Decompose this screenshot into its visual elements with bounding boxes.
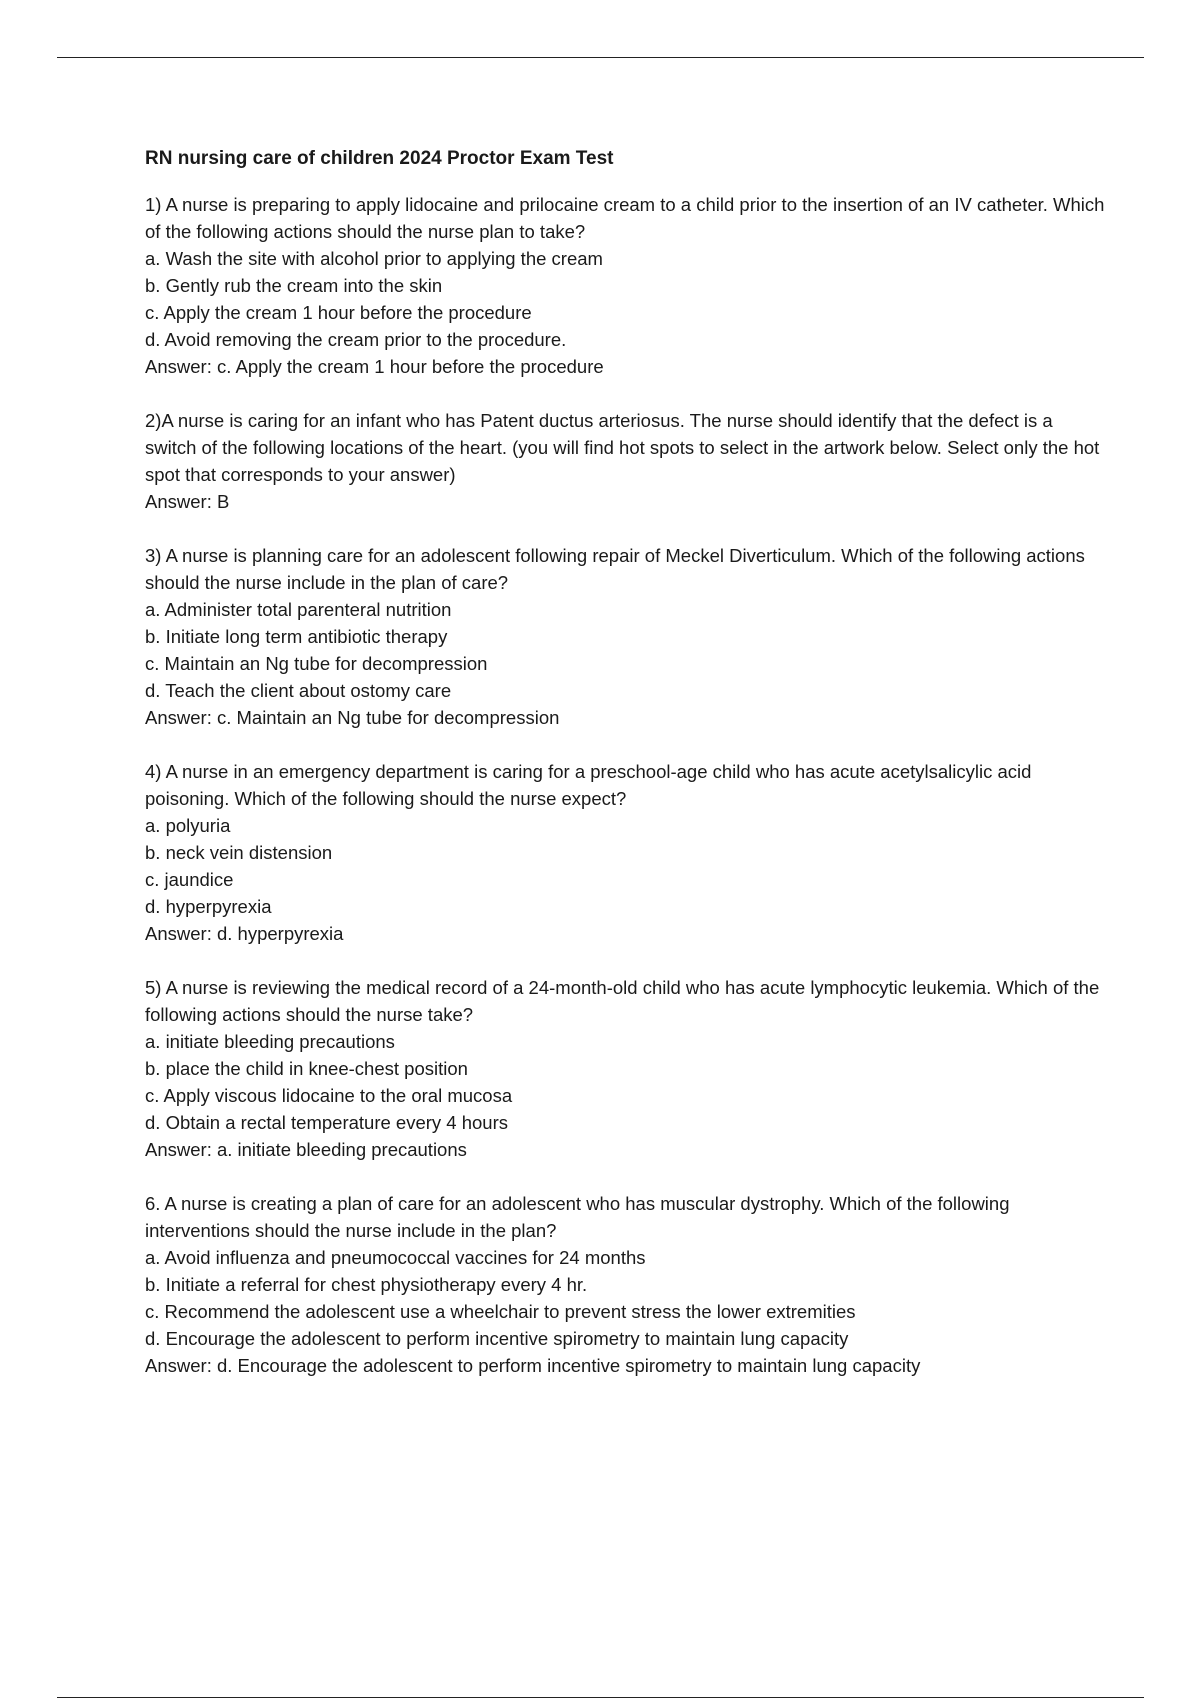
question-6 [145,1190,1105,1379]
answer-option: a. Wash the site with alcohol prior to applying the cream [145,248,603,269]
answer-option: a. Avoid influenza and pneumococcal vaccines for 24 months [145,1247,646,1268]
answer-option: d. Avoid removing the cream prior to the procedure. [145,329,567,350]
question-4 [145,758,1105,947]
answer-option: b. neck vein distension [145,842,333,863]
answer-option: c. Maintain an Ng tube for decompression [145,653,488,674]
answer-option: b. Gently rub the cream into the skin [145,275,443,296]
question-text: 5) A nurse is reviewing the medical record of a 24-month-old child who has acute lymphocytic leukemia. Which of the following actions should the nurse take? [145,977,1100,1025]
answer-option: d. Encourage the adolescent to perform incentive spirometry to maintain lung capacity [145,1328,849,1349]
answer-option: a. Administer total parenteral nutrition [145,599,452,620]
answer-key: Answer: d. Encourage the adolescent to perform incentive spirometry to maintain lung capacity [145,1355,921,1376]
question-5 [145,974,1105,1163]
answer-key: Answer: c. Maintain an Ng tube for decompression [145,707,560,728]
answer-option: d. hyperpyrexia [145,896,272,917]
footer-rule [57,1697,1144,1698]
answer-option: a. polyuria [145,815,231,836]
answer-key: Answer: B [145,491,230,512]
question-text: 2)A nurse is caring for an infant who has Patent ductus arteriosus. The nurse should identify that the defect is a switch of the following locations of the heart. (you will find hot spots to select in the artwork below. Select only the hot spot that corresponds to your answer) [145,410,1100,485]
answer-option: b. Initiate a referral for chest physiotherapy every 4 hr. [145,1274,588,1295]
answer-option: a. initiate bleeding precautions [145,1031,395,1052]
answer-option: d. Obtain a rectal temperature every 4 hours [145,1112,508,1133]
answer-option: b. Initiate long term antibiotic therapy [145,626,448,647]
question-text: 1) A nurse is preparing to apply lidocaine and prilocaine cream to a child prior to the insertion of an IV catheter. Which of the following actions should the nurse plan to take? [145,194,1105,242]
header-rule [57,57,1144,58]
answer-key: Answer: d. hyperpyrexia [145,923,344,944]
answer-option: c. Apply the cream 1 hour before the procedure [145,302,532,323]
document-title: RN nursing care of children 2024 Proctor Exam Test [145,148,614,169]
question-2 [145,407,1105,515]
answer-option: c. Recommend the adolescent use a wheelchair to prevent stress the lower extremities [145,1301,856,1322]
question-1 [145,191,1105,380]
question-3 [145,542,1105,731]
answer-option: d. Teach the client about ostomy care [145,680,452,701]
answer-key: Answer: c. Apply the cream 1 hour before the procedure [145,356,604,377]
question-text: 3) A nurse is planning care for an adolescent following repair of Meckel Diverticulum. Which of the following actions should the nurse include in the plan of care? [145,545,1085,593]
question-text: 6. A nurse is creating a plan of care for an adolescent who has muscular dystrophy. Which of the following interventions should the nurse include in the plan? [145,1193,1010,1241]
answer-option: b. place the child in knee-chest position [145,1058,468,1079]
document-body [145,145,1105,1406]
answer-key: Answer: a. initiate bleeding precautions [145,1139,467,1160]
answer-option: c. Apply viscous lidocaine to the oral mucosa [145,1085,513,1106]
question-text: 4) A nurse in an emergency department is caring for a preschool-age child who has acute acetylsalicylic acid poisoning. Which of the following should the nurse expect? [145,761,1032,809]
answer-option: c. jaundice [145,869,234,890]
